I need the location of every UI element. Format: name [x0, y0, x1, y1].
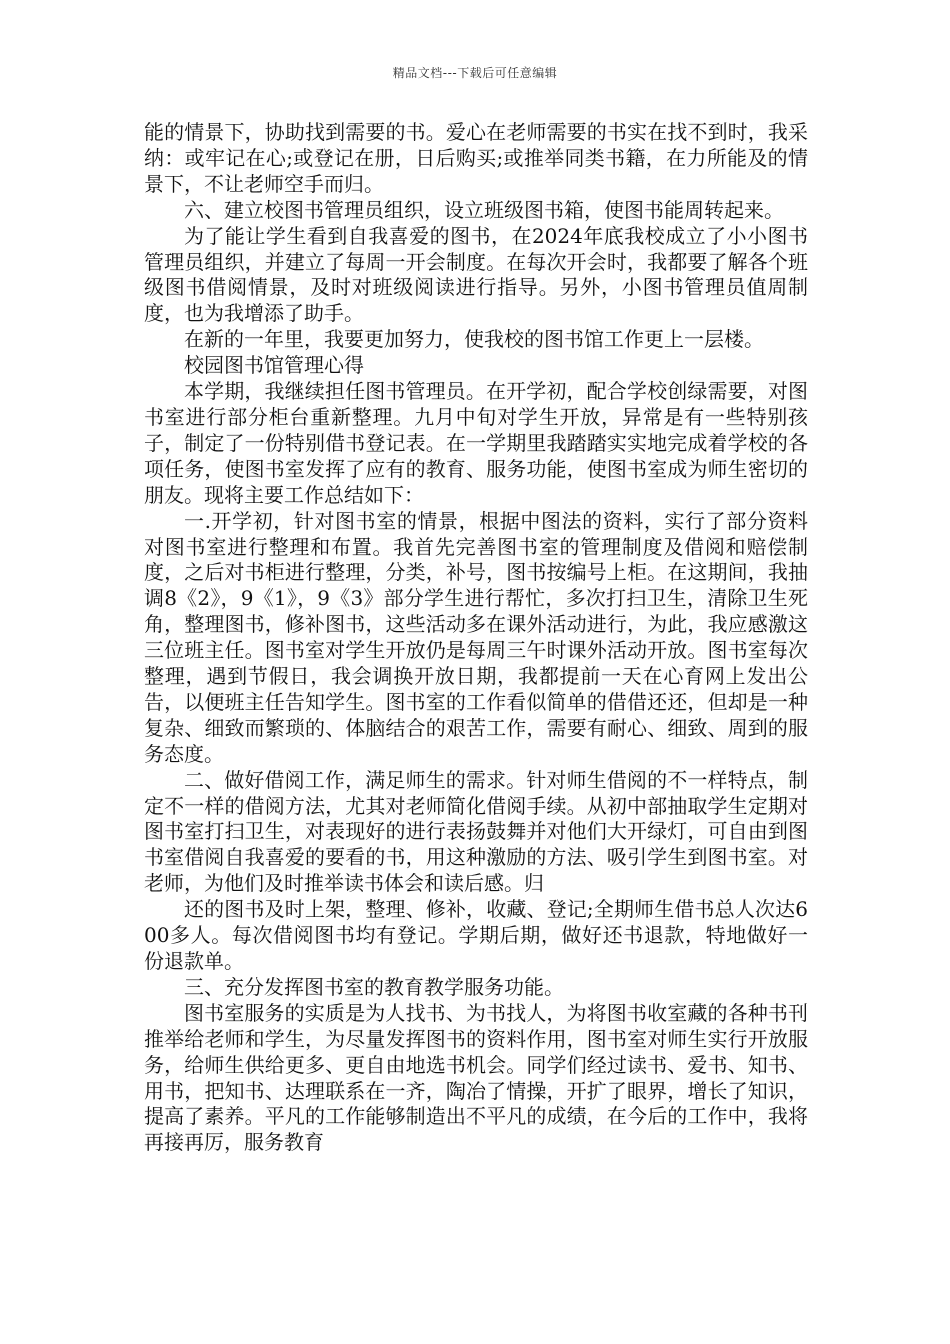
paragraph: 还的图书及时上架，整理、修补，收藏、登记;全期师生借书总人次达600多人。每次借阅图书均有登记。学期后期，做好还书退款，特地做好一份退款单。	[144, 897, 808, 973]
paragraph: 在新的一年里，我要更加努力，使我校的图书馆工作更上一层楼。	[184, 327, 764, 352]
section-heading: 六、建立校图书管理员组织，设立班级图书箱，使图书能周转起来。	[184, 197, 784, 222]
article-title: 校园图书馆管理心得	[184, 353, 364, 378]
paragraph: 本学期，我继续担任图书管理员。在开学初，配合学校创绿需要，对图书室进行部分柜台重新整理。九月中旬对学生开放，异常是有一些特别孩子，制定了一份特别借书登记表。在一学期里我踏踏实实地完成着学校的各项任务，使图书室发挥了应有的教育、服务功能，使图书室成为师生密切的朋友。现将主要工作总结如下：	[144, 379, 808, 507]
paragraph: 一.开学初，针对图书室的情景，根据中图法的资料，实行了部分资料对图书室进行整理和布置。我首先完善图书室的管理制度及借阅和赔偿制度，之后对书柜进行整理，分类，补号，图书按编号上柜。在这期间，我抽调8《2》，9《1》，9《3》部分学生进行帮忙，多次打扫卫生，清除卫生死角，整理图书，修补图书，这些活动多在课外活动进行，为此，我应感激这三位班主任。图书室对学生开放仍是每周三午时课外活动开放。图书室每次整理，遇到节假日，我会调换开放日期，我都提前一天在心育网上发出公告，以便班主任告知学生。图书室的工作看似简单的借借还还，但却是一种复杂、细致而繁琐的、体脑结合的艰苦工作，需要有耐心、细致、周到的服务态度。	[144, 508, 808, 766]
paragraph: 二、做好借阅工作，满足师生的需求。针对师生借阅的不一样特点，制定不一样的借阅方法，尤其对老师简化借阅手续。从初中部抽取学生定期对图书室打扫卫生，对表现好的进行表扬鼓舞并对他们大开绿灯，可自由到图书室借阅自我喜爱的要看的书，用这种激励的方法、吸引学生到图书室。对老师，为他们及时推举读书体会和读后感。归	[144, 767, 808, 896]
paragraph: 为了能让学生看到自我喜爱的图书，在2024年底我校成立了小小图书管理员组织，并建立了每周一开会制度。在每次开会时，我都要了解各个班级图书借阅情景，及时对班级阅读进行指导。另外，小图书管理员值周制度，也为我增添了助手。	[144, 223, 808, 326]
page-header: 精品文档---下载后可任意编辑	[392, 66, 558, 80]
document-body	[144, 120, 808, 1156]
paragraph: 图书室服务的实质是为人找书、为书找人，为将图书收室藏的各种书刊推举给老师和学生，为尽量发挥图书的资料作用，图书室对师生实行开放服务，给师生供给更多、更自由地选书机会。同学们经过读书、爱书、知书、用书，把知书、达理联系在一齐，陶冶了情操，开扩了眼界，增长了知识，提高了素养。平凡的工作能够制造出不平凡的成绩，在今后的工作中，我将再接再厉，服务教育	[144, 1000, 808, 1155]
paragraph: 能的情景下，协助找到需要的书。爱心在老师需要的书实在找不到时，我采纳：或牢记在心;或登记在册，日后购买;或推举同类书籍，在力所能及的情景下，不让老师空手而归。	[144, 120, 808, 196]
section-heading: 三、充分发挥图书室的教育教学服务功能。	[184, 974, 564, 999]
